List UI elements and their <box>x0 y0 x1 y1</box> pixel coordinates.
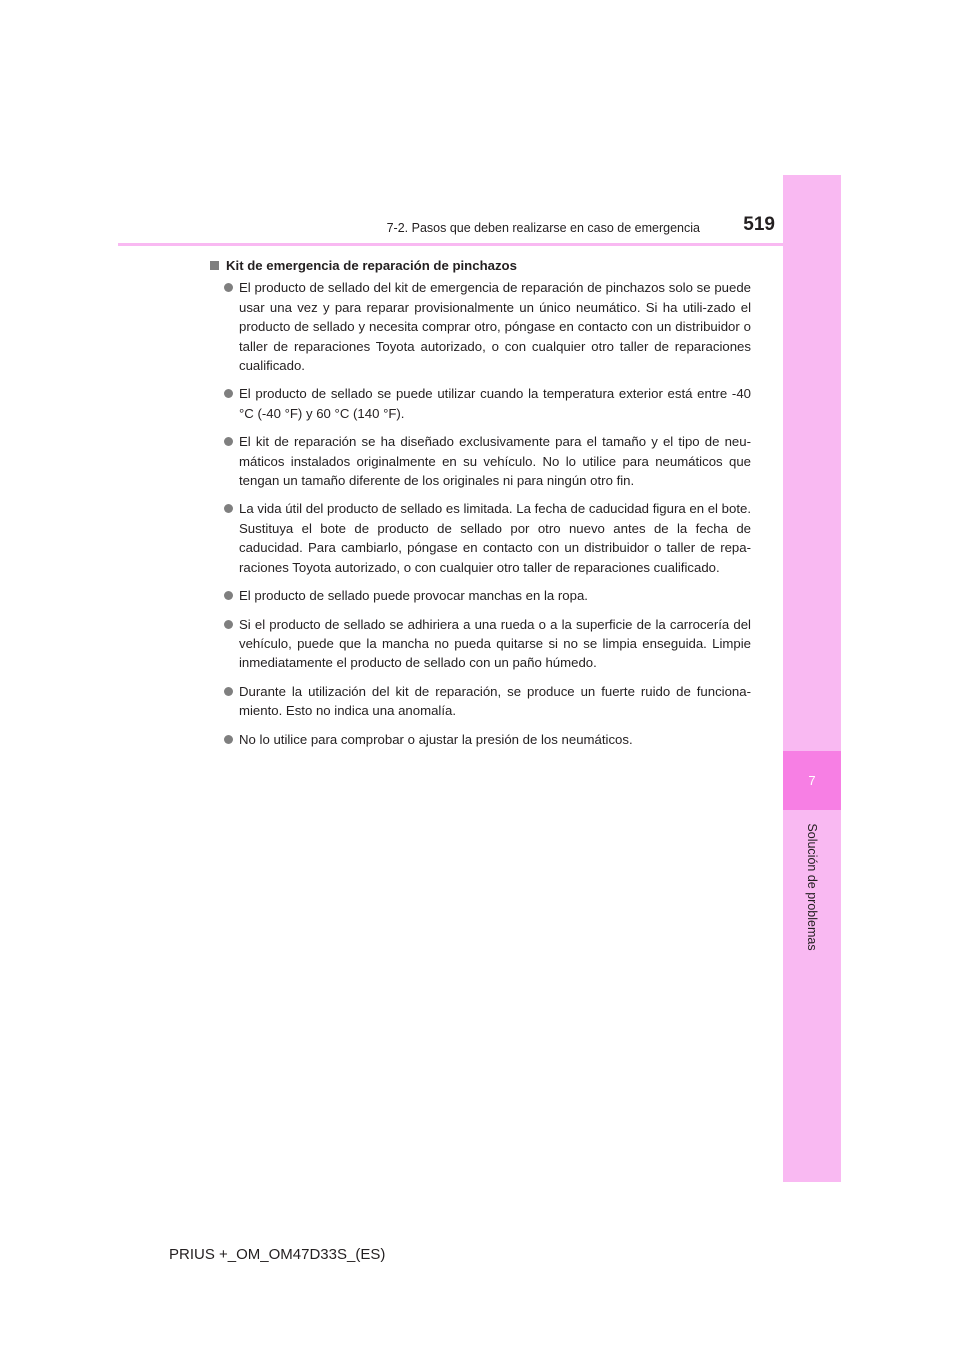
circle-bullet-icon <box>224 389 233 398</box>
list-item-text: No lo utilice para comprobar o ajustar la presión de los neumáticos. <box>239 731 633 747</box>
circle-bullet-icon <box>224 437 233 446</box>
list-item-text: Si el producto de sellado se adhiriera a una rueda o a la superficie de la carrocería del vehículo, puede que la mancha no pueda quitarse si no se limpia enseguida. Limpie inmediatamente el producto de sellado con un paño húmedo. <box>239 616 751 671</box>
list-item <box>210 682 751 721</box>
circle-bullet-icon <box>224 283 233 292</box>
chapter-label: Solución de problemas <box>805 823 819 951</box>
section-heading-text: Kit de emergencia de reparación de pinchazos <box>226 258 517 273</box>
circle-bullet-icon <box>224 591 233 600</box>
list-item <box>210 586 751 605</box>
list-item-text: El producto de sellado puede provocar manchas en la ropa. <box>239 588 588 604</box>
square-icon <box>210 261 219 270</box>
section-heading <box>210 256 751 275</box>
page-header-title: 7-2. Pasos que deben realizarse en caso de emergencia <box>386 221 700 235</box>
page-number: 519 <box>743 214 775 235</box>
list-item <box>210 384 751 423</box>
list-item <box>210 730 751 749</box>
list-item <box>210 615 751 673</box>
page-content <box>210 256 751 758</box>
list-item-text: El kit de reparación se ha diseñado exclusivamente para el tamaño y el tipo de neu-máticos instalados originalmente en su vehículo. No lo utilice para neumáticos que tengan un tamaño diferente de los originales ni para ningún otro fin. <box>239 434 751 489</box>
chapter-number-tab: 7 <box>783 751 841 810</box>
list-item-text: El producto de sellado del kit de emergencia de reparación de pinchazos solo se puede usar una vez y para reparar provisionalmente un único neumático. Si ha utili-zado el producto de sellado y necesita comprar otro, póngase en contacto con un distribuidor o taller de reparaciones Toyota autorizado, o con cualquier otro taller de reparaciones cualificado. <box>239 280 751 374</box>
list-item-text: La vida útil del producto de sellado es limitada. La fecha de caducidad figura en el bote. Sustituya el bote de producto de sellado por otro nuevo antes de la fecha de caducidad. Para cambiarlo, póngase en contacto con un distribuidor o taller de repa-raciones Toyota autorizado, o con cualquier otro taller de reparaciones cualificado. <box>239 501 751 575</box>
circle-bullet-icon <box>224 735 233 744</box>
circle-bullet-icon <box>224 620 233 629</box>
list-item-text: El producto de sellado se puede utilizar cuando la temperatura exterior está entre -40 °C (-40 °F) y 60 °C (140 °F). <box>239 386 751 421</box>
footer-document-id: PRIUS +_OM_OM47D33S_(ES) <box>169 1246 386 1263</box>
list-item <box>210 499 751 577</box>
circle-bullet-icon <box>224 687 233 696</box>
chapter-side-tab <box>783 175 841 1182</box>
circle-bullet-icon <box>224 504 233 513</box>
header-divider <box>118 243 841 246</box>
list-item-text: Durante la utilización del kit de reparación, se produce un fuerte ruido de funciona-miento. Esto no indica una anomalía. <box>239 683 751 719</box>
list-item <box>210 432 751 490</box>
list-item <box>210 278 751 375</box>
